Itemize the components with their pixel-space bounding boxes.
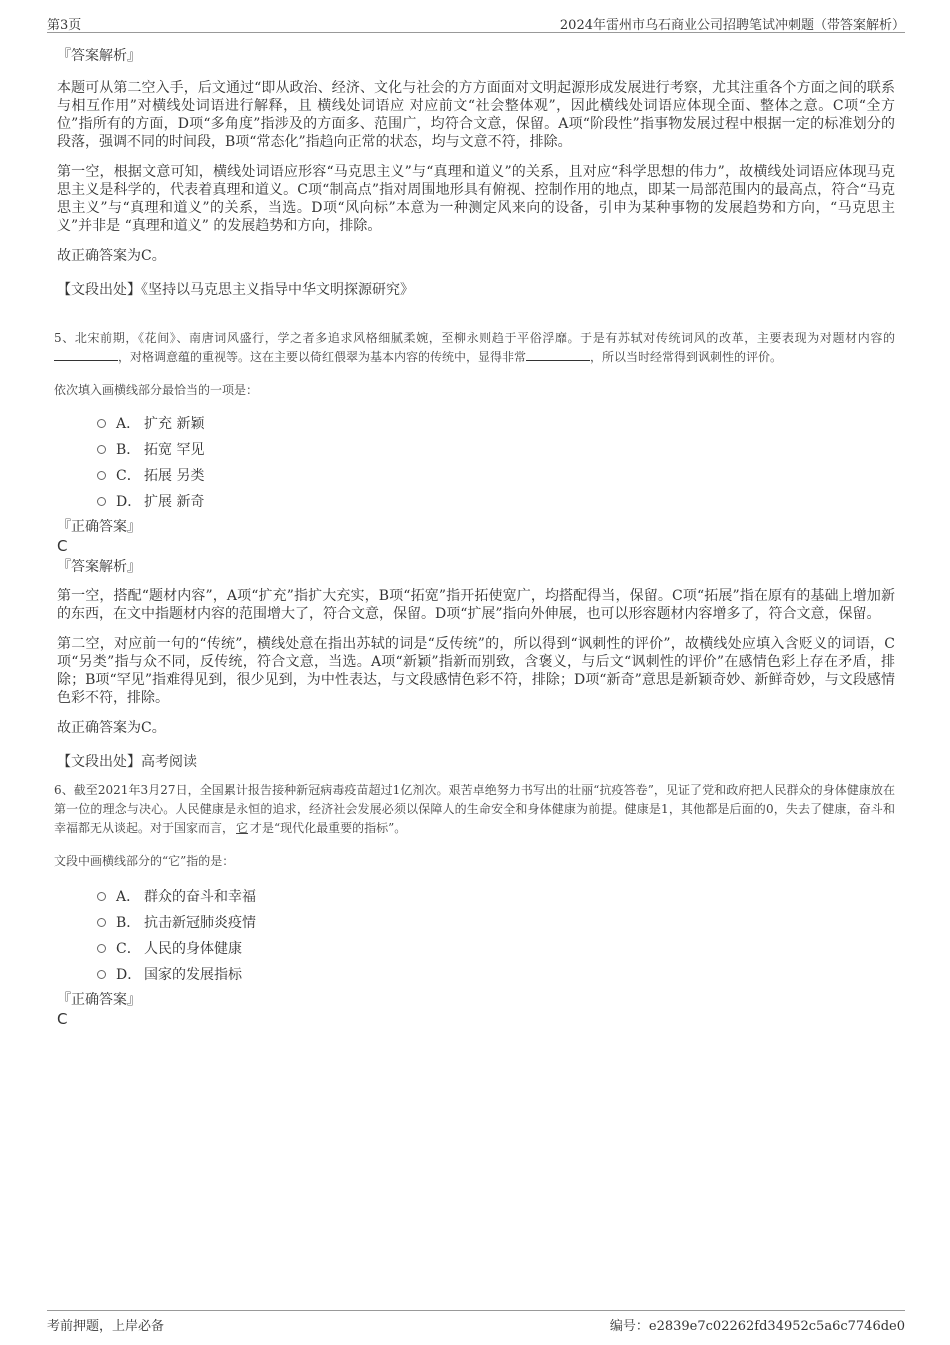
conclusion: 故正确答案为C。 — [57, 248, 166, 264]
option-letter: D． — [116, 967, 142, 983]
footer-slogan: 考前押题，上岸必备 — [47, 1319, 165, 1334]
conclusion: 故正确答案为C。 — [57, 720, 166, 736]
correct-answer-label: 『正确答案』 — [57, 519, 141, 535]
radio-icon[interactable] — [97, 445, 106, 454]
analysis-paragraph: 第二空，对应前一句的“传统”，横线处意在指出苏轼的词是“反传统”的，所以得到“讽刺性的评价”，故横线处应填入含贬义的词语，C项“另类”指与众不同，反传统，符合文意，当选。A项“新颖”指新而别致，含褒义，与后文“讽刺性的评价”在感情色彩上存在矛盾，排除；B项“罕见”指难得见到，很少见到，为中性表达，与文段感情色彩不符，排除；D项“新奇”意思是新颖奇妙、新鲜奇妙，与文段感情色彩不符，排除。 — [57, 636, 895, 706]
option-letter: B． — [116, 915, 141, 931]
fill-blank — [54, 348, 118, 361]
correct-answer: C — [57, 537, 68, 555]
option-a[interactable] — [97, 411, 895, 437]
question-text-part: ，所以当时经常得到讽刺性的评价。 — [590, 350, 783, 364]
option-c[interactable] — [97, 936, 895, 962]
option-text: 人民的身体健康 — [144, 941, 242, 957]
option-letter: C． — [116, 468, 141, 484]
radio-icon[interactable] — [97, 419, 106, 428]
question-5-text — [54, 329, 895, 367]
option-letter: D． — [116, 494, 142, 510]
question-text-part: 才是“现代化最重要的指标”。 — [250, 821, 407, 835]
analysis-paragraph: 第一空，根据文意可知，横线处词语应形容“马克思主义”与“真理和道义”的关系，且对应“科学思想的伟力”，故横线处词语应体现马克思主义是科学的，代表着真理和道义。C项“制高点”指对周围地形具有俯视、控制作用的地点，即某一局部范围内的最高点，符合“马克思主义”与“真理和道义”的关系，当选。D项“风向标”本意为一种测定风来向的设备，引申为某种事物的发展趋势和方向，“马克思主义”并非是 “真理和道义” 的发展趋势和方向，排除。 — [57, 164, 895, 234]
radio-icon[interactable] — [97, 497, 106, 506]
option-text: 扩充 新颖 — [144, 416, 205, 432]
option-text: 国家的发展指标 — [144, 967, 242, 983]
document-content — [54, 46, 895, 1028]
source-citation: 【文段出处】《坚持以马克思主义指导中华文明探源研究》 — [57, 282, 414, 298]
radio-icon[interactable] — [97, 471, 106, 480]
page-header — [47, 12, 905, 33]
correct-answer: C — [57, 1010, 68, 1028]
page-footer — [47, 1310, 905, 1337]
option-text: 拓展 另类 — [144, 468, 205, 484]
option-letter: C． — [116, 941, 141, 957]
question-6-text — [54, 781, 895, 838]
page-number: 第3页 — [47, 18, 82, 33]
question-6-options — [57, 884, 895, 988]
underlined-word: 它 — [236, 821, 249, 835]
analysis-label: 『答案解析』 — [57, 559, 141, 575]
option-text: 扩展 新奇 — [144, 494, 205, 510]
question-text-part: 6、截至2021年3月27日，全国累计报告接种新冠病毒疫苗超过1亿剂次。艰苦卓绝努力书写出的壮丽“抗疫答卷”，见证了党和政府把人民群众的身体健康放在第一位的理念与决心。人民健康是永恒的追求，经济社会发展必须以保障人的生命安全和身体健康为前提。健康是1，其他都是后面的0，失去了健康，奋斗和幸福都无从谈起。对于国家而言， — [54, 783, 895, 835]
radio-icon[interactable] — [97, 970, 106, 979]
analysis-paragraph: 本题可从第二空入手，后文通过“即从政治、经济、文化与社会的方方面面对文明起源形成发展进行考察，尤其注重各个方面之间的联系与相互作用”对横线处词语进行解释，且 横线处词语应 对应前文“社会整体观”，因此横线处词语应体现全面、整体之意。C项“全方位”指所有的方面，D项“多角度”指涉及的方面多、范围广，均符合文意，保留。A项“阶段性”指事物发展过程中根据一定的标准划分的段落，强调不同的时间段，B项“常态化”指趋向正常的状态，均与文意不符，排除。 — [57, 80, 895, 150]
fill-blank — [526, 348, 590, 361]
question-6-prompt: 文段中画横线部分的“它”指的是： — [54, 854, 235, 868]
analysis-label: 『答案解析』 — [57, 48, 141, 64]
source-citation: 【文段出处】高考阅读 — [57, 754, 197, 770]
option-text: 抗击新冠肺炎疫情 — [144, 915, 256, 931]
radio-icon[interactable] — [97, 918, 106, 927]
option-text: 拓宽 罕见 — [144, 442, 205, 458]
question-text-part: ，对格调意蕴的重视等。这在主要以倚红偎翠为基本内容的传统中，显得非常 — [118, 350, 527, 364]
option-text: 群众的奋斗和幸福 — [144, 889, 256, 905]
document-title: 2024年雷州市乌石商业公司招聘笔试冲刺题（带答案解析） — [559, 18, 905, 33]
option-b[interactable] — [97, 910, 895, 936]
radio-icon[interactable] — [97, 944, 106, 953]
option-b[interactable] — [97, 437, 895, 463]
option-a[interactable] — [97, 884, 895, 910]
option-letter: B． — [116, 442, 141, 458]
question-5-prompt: 依次填入画横线部分最恰当的一项是： — [54, 383, 259, 397]
analysis-paragraph: 第一空，搭配“题材内容”，A项“扩充”指扩大充实，B项“拓宽”指开拓使宽广，均搭配得当，保留。C项“拓展”指在原有的基础上增加新的东西，在文中指题材内容的范围增大了，符合文意，保留。D项“扩展”指向外伸展，也可以形容题材内容增多了，符合文意，保留。 — [57, 588, 895, 622]
option-d[interactable] — [97, 489, 895, 515]
document-id: 编号：e2839e7c02262fd34952c5a6c7746de0 — [609, 1319, 905, 1334]
option-letter: A． — [116, 889, 141, 905]
question-text-part: 5、北宋前期，《花间》、南唐词风盛行，学之者多追求风格细腻柔婉，至柳永则趋于平俗浮靡。于是有苏轼对传统词风的改革，主要表现为对题材内容的 — [54, 331, 895, 345]
question-5-options — [57, 411, 895, 515]
option-d[interactable] — [97, 962, 895, 988]
option-c[interactable] — [97, 463, 895, 489]
radio-icon[interactable] — [97, 892, 106, 901]
correct-answer-label: 『正确答案』 — [57, 992, 141, 1008]
option-letter: A． — [116, 416, 141, 432]
